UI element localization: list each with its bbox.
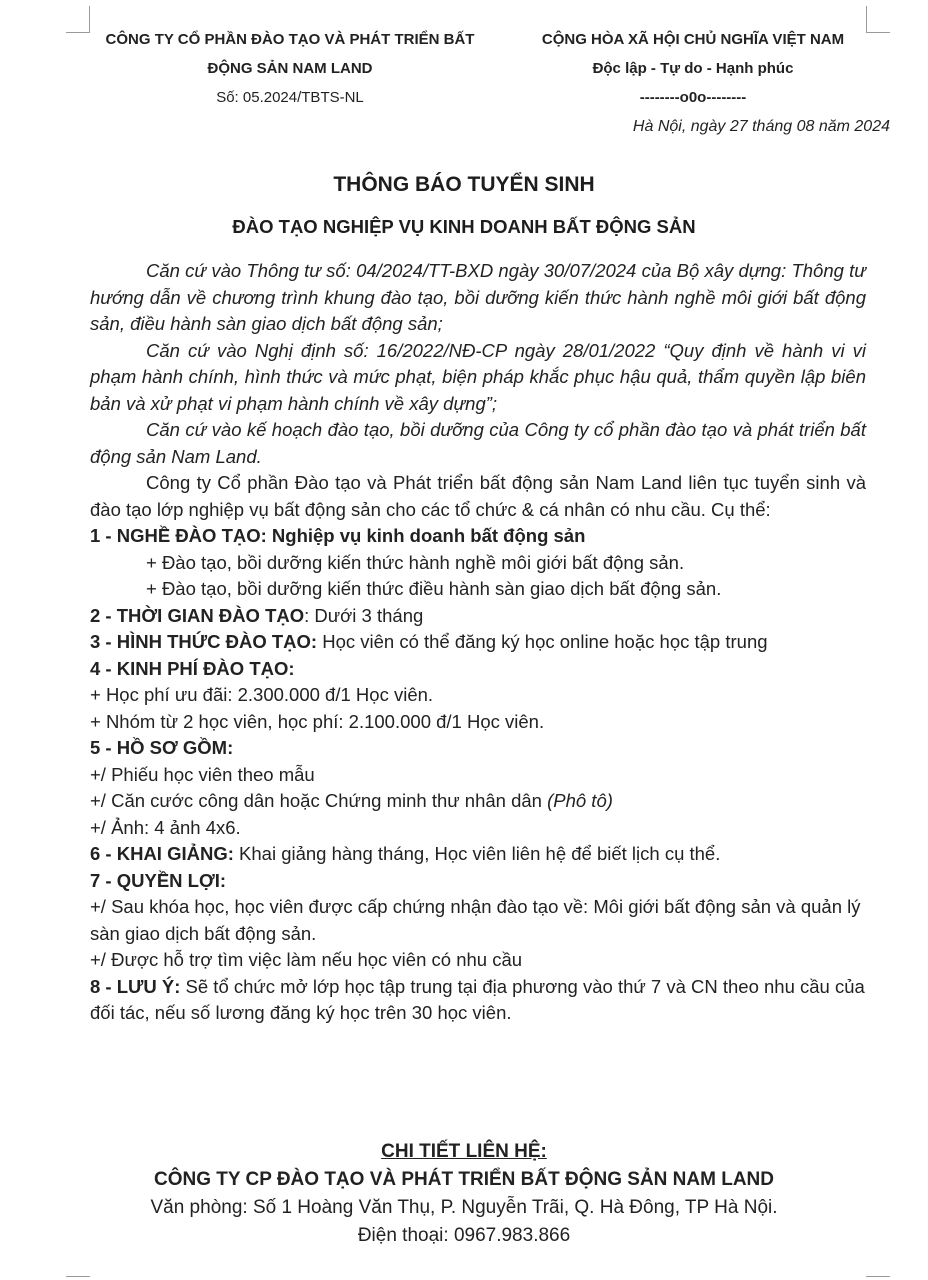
national-header: [518, 25, 868, 112]
section-1-item: + Đào tạo, bồi dưỡng kiến thức điều hành sàn giao dịch bất động sản.: [146, 578, 722, 599]
section-8: [90, 974, 866, 1027]
crop-mark-bottom-left: [66, 1276, 90, 1277]
section-8-heading: 8 - LƯU Ý:: [90, 975, 181, 997]
benefit-item: +/ Được hỗ trợ tìm việc làm nếu học viên có nhu cầu: [90, 949, 523, 970]
document-number: Số: 05.2024/TBTS-NL: [216, 89, 364, 106]
section-2-heading: 2 - THỜI GIAN ĐÀO TẠO: [90, 604, 305, 626]
document-item-text: +/ Căn cước công dân hoặc Chứng minh thư nhân dân: [90, 790, 548, 811]
document-item: +/ Phiếu học viên theo mẫu: [90, 763, 315, 785]
section-6-text: Khai giảng hàng tháng, Học viên liên hệ để biết lịch cụ thể.: [233, 843, 721, 864]
document-title: THÔNG BÁO TUYỂN SINH: [333, 173, 595, 196]
crop-mark-top-right: [866, 32, 890, 33]
contact-company: CÔNG TY CP ĐÀO TẠO VÀ PHÁT TRIỂN BẤT ĐỘNG SẢN NAM LAND: [154, 1169, 774, 1190]
issuer-name-line1: CÔNG TY CỔ PHẦN ĐÀO TẠO VÀ PHÁT TRIỂN BẤT: [105, 31, 475, 48]
document-item: [90, 788, 866, 815]
section-1-item: + Đào tạo, bồi dưỡng kiến thức hành nghề môi giới bất động sản.: [146, 551, 685, 573]
crop-mark-bottom-right: [866, 1276, 890, 1277]
intro-paragraph: Công ty Cổ phần Đào tạo và Phát triển bất động sản Nam Land liên tục tuyển sinh và đào tạo lớp nghiệp vụ bất động sản cho các tổ chức & cá nhân có nhu cầu. Cụ thể:: [90, 472, 866, 520]
section-4-heading: 4 - KINH PHÍ ĐÀO TẠO:: [90, 657, 295, 679]
document-item: +/ Ảnh: 4 ảnh 4x6.: [90, 816, 241, 838]
fee-item: + Nhóm từ 2 học viên, học phí: 2.100.000 đ/1 Học viên.: [90, 710, 545, 732]
issue-date: Hà Nội, ngày 27 tháng 08 năm 2024: [632, 118, 890, 135]
issuer-block: [90, 25, 490, 112]
fee-item: + Học phí ưu đãi: 2.300.000 đ/1 Học viên.: [90, 684, 434, 705]
national-motto: Độc lập - Tự do - Hạnh phúc: [592, 60, 794, 77]
crop-mark-top-left: [66, 32, 90, 33]
motto-separator: --------o0o--------: [639, 89, 747, 106]
contact-office-address: Văn phòng: Số 1 Hoàng Văn Thụ, P. Nguyễn Trãi, Q. Hà Đông, TP Hà Nội.: [150, 1197, 778, 1218]
section-5-heading: 5 - HỒ SƠ GỒM:: [90, 737, 234, 758]
document-body: [90, 258, 866, 1027]
document-item-note: (Phô tô): [547, 790, 613, 811]
nation-name: CỘNG HÒA XÃ HỘI CHỦ NGHĨA VIỆT NAM: [541, 31, 845, 48]
contact-phone: Điện thoại: 0967.983.866: [357, 1225, 571, 1246]
section-3-heading: 3 - HÌNH THỨC ĐÀO TẠO:: [90, 631, 318, 652]
section-6-heading: 6 - KHAI GIẢNG:: [90, 843, 234, 864]
document-subtitle: ĐÀO TẠO NGHIỆP VỤ KINH DOANH BẤT ĐỘNG SẢN: [232, 216, 696, 237]
legal-basis-1: Căn cứ vào Thông tư số: 04/2024/TT-BXD ngày 30/07/2024 của Bộ xây dựng: Thông tư hướng dẫn về chương trình khung đào tạo, bồi dưỡng kiến thức hành nghề môi giới bất động sản, điều hành sàn giao dịch bất động sản;: [90, 260, 866, 334]
contact-heading: CHI TIẾT LIÊN HỆ:: [381, 1141, 547, 1162]
section-3: [90, 629, 866, 656]
contact-block: [0, 1138, 928, 1250]
issuer-name-line2: ĐỘNG SẢN NAM LAND: [207, 60, 373, 77]
section-7-heading: 7 - QUYỀN LỢI:: [90, 869, 227, 891]
section-3-text: Học viên có thể đăng ký học online hoặc học tập trung: [317, 631, 768, 652]
legal-basis-2: Căn cứ vào Nghị định số: 16/2022/NĐ-CP ngày 28/01/2022 “Quy định về hành vi vi phạm hành chính, hình thức và mức phạt, biện pháp khắc phục hậu quả, thẩm quyền lập biên bản và xử phạt vi phạm hành chính về xây dựng”;: [90, 339, 866, 414]
section-2: [90, 603, 866, 630]
section-8-text: Sẽ tổ chức mở lớp học tập trung tại địa phương vào thứ 7 và CN theo nhu cầu của đối tác, nếu số lương đăng ký học trên 30 học viên.: [90, 975, 865, 1023]
section-2-text: : Dưới 3 tháng: [304, 604, 424, 626]
legal-basis-3: Căn cứ vào kế hoạch đào tạo, bồi dưỡng của Công ty cổ phần đào tạo và phát triển bất động sản Nam Land.: [90, 419, 866, 467]
section-6: [90, 841, 866, 868]
benefit-item: +/ Sau khóa học, học viên được cấp chứng nhận đào tạo về: Môi giới bất động sản và quản lý sàn giao dịch bất động sản.: [90, 896, 861, 944]
section-1-heading: 1 - NGHỀ ĐÀO TẠO: Nghiệp vụ kinh doanh bất động sản: [90, 525, 586, 546]
